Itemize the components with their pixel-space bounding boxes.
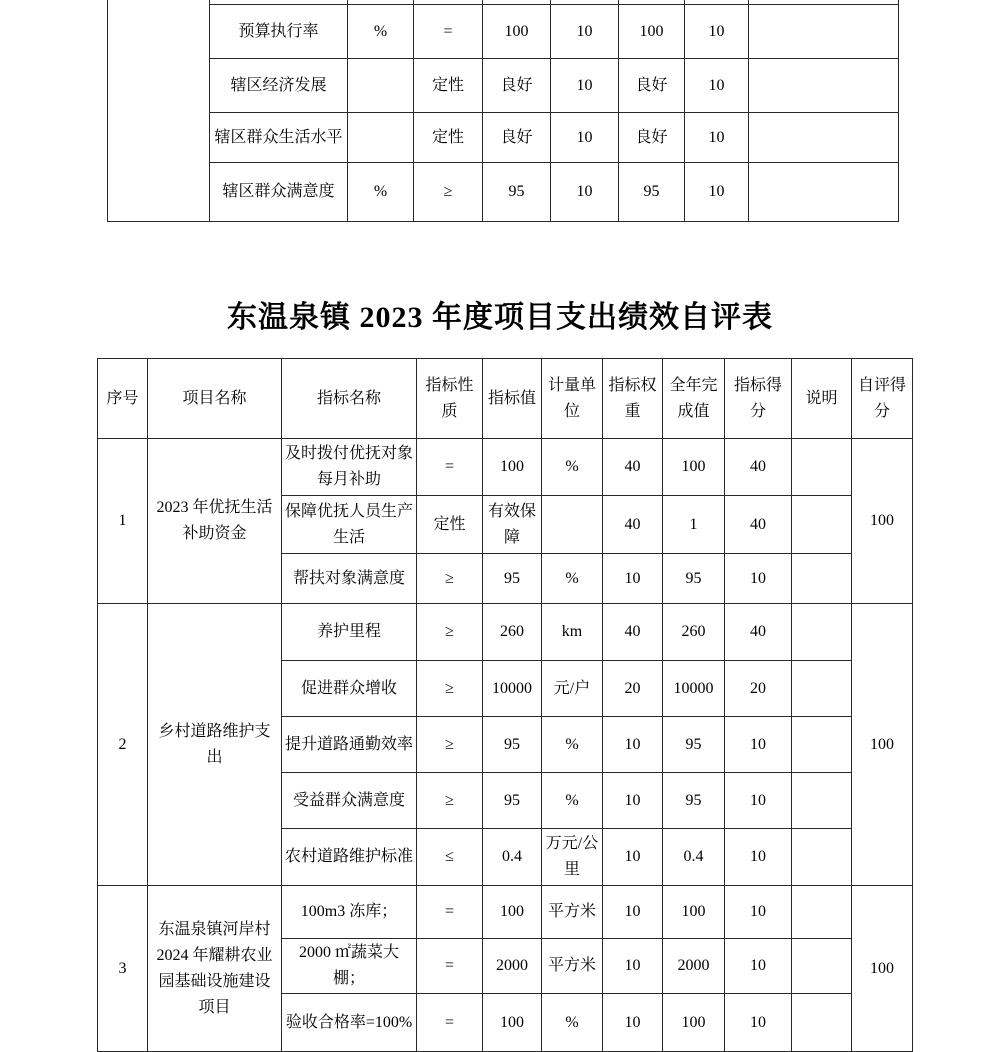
cell-indicator-name: 受益群众满意度 (282, 773, 417, 829)
cell-note (749, 59, 899, 113)
cell-indicator-target: 100 (483, 994, 542, 1052)
cell-indicator-weight: 20 (603, 661, 663, 717)
cell-score: 10 (685, 163, 749, 222)
column-header: 项目名称 (148, 359, 282, 439)
cell-indicator-nature: ≤ (417, 829, 483, 886)
cell-name: 辖区群众生活水平 (210, 113, 348, 163)
cell-actual: 良好 (619, 59, 685, 113)
cell-unit: % (348, 163, 414, 222)
cell-note (749, 113, 899, 163)
cell-indicator-note (792, 773, 852, 829)
cell-indicator-actual: 100 (663, 439, 725, 496)
cell-indicator-weight: 10 (603, 554, 663, 604)
cell-indicator-weight: 10 (603, 886, 663, 939)
cell-indicator-score: 40 (725, 604, 792, 661)
column-header: 自评得分 (852, 359, 913, 439)
cell-indicator-name: 提升道路通勤效率 (282, 717, 417, 773)
cell-actual: 95 (619, 163, 685, 222)
cell-indicator-actual: 10000 (663, 661, 725, 717)
table-row (98, 604, 913, 661)
cell-indicator-nature: 定性 (417, 496, 483, 554)
cell-indicator-nature: ≥ (417, 604, 483, 661)
cell-actual: 良好 (619, 113, 685, 163)
cell-indicator-score: 20 (725, 661, 792, 717)
cell-indicator-weight: 40 (603, 496, 663, 554)
table-row (108, 5, 899, 59)
column-header: 说明 (792, 359, 852, 439)
cell-indicator-name: 农村道路维护标准 (282, 829, 417, 886)
cell-indicator-nature: = (417, 994, 483, 1052)
cell-indicator-actual: 0.4 (663, 829, 725, 886)
cell-indicator-nature: ≥ (417, 717, 483, 773)
cell-unit (348, 59, 414, 113)
cell-weight: 10 (551, 113, 619, 163)
cell-indicator-weight: 10 (603, 829, 663, 886)
cell-indicator-target: 100 (483, 886, 542, 939)
column-header: 指标值 (483, 359, 542, 439)
cell-score: 10 (685, 113, 749, 163)
column-header: 计量单位 (542, 359, 603, 439)
project-expenditure-selfeval-table (97, 358, 913, 1052)
table-row (108, 163, 899, 222)
cell-unit (348, 113, 414, 163)
cell-indicator-actual: 1 (663, 496, 725, 554)
cell-project-name: 2023 年优抚生活补助资金 (148, 439, 282, 604)
cell-indicator-actual: 100 (663, 886, 725, 939)
cell-indicator-name: 保障优抚人员生产生活 (282, 496, 417, 554)
cell-indicator-weight: 40 (603, 604, 663, 661)
cell-self-score: 100 (852, 886, 913, 1052)
cell-indicator-target: 95 (483, 773, 542, 829)
cell-score: 10 (685, 59, 749, 113)
cell-target: 95 (483, 163, 551, 222)
cell-indicator-target: 2000 (483, 939, 542, 994)
table-row (98, 439, 913, 496)
cell-seq: 1 (98, 439, 148, 604)
page-title: 东温泉镇 2023 年度项目支出绩效自评表 (227, 301, 773, 334)
cell-indicator-unit: 万元/公里 (542, 829, 603, 886)
cell-score: 10 (685, 5, 749, 59)
cell-indicator-score: 10 (725, 717, 792, 773)
cell-indicator-note (792, 829, 852, 886)
cell-indicator-unit (542, 496, 603, 554)
cell-indicator-note (792, 886, 852, 939)
cell-indicator-nature: = (417, 939, 483, 994)
cell-indicator-score: 10 (725, 886, 792, 939)
cell-indicator-weight: 10 (603, 994, 663, 1052)
column-header: 全年完成值 (663, 359, 725, 439)
cell-indicator-name: 促进群众增收 (282, 661, 417, 717)
cell-indicator-unit: % (542, 439, 603, 496)
cell-indicator-nature: = (417, 886, 483, 939)
cell-indicator-nature: = (417, 439, 483, 496)
cell-indicator-nature: ≥ (417, 661, 483, 717)
cell-indicator-target: 95 (483, 717, 542, 773)
cell-indicator-name: 100m3 冻库； (282, 886, 417, 939)
cell-weight: 10 (551, 59, 619, 113)
column-header: 指标得分 (725, 359, 792, 439)
cell-indicator-score: 40 (725, 496, 792, 554)
cell-indicator-score: 10 (725, 554, 792, 604)
cell-indicator-name: 验收合格率=100% (282, 994, 417, 1052)
cell-actual: 100 (619, 5, 685, 59)
cell-indicator-note (792, 939, 852, 994)
cell-nature: 定性 (414, 59, 483, 113)
cell-indicator-actual: 95 (663, 773, 725, 829)
cell-indicator-note (792, 604, 852, 661)
cell-indicator-unit: 元/户 (542, 661, 603, 717)
cell-nature: ≥ (414, 163, 483, 222)
cell-indicator-score: 40 (725, 439, 792, 496)
cell-indicator-name: 养护里程 (282, 604, 417, 661)
cell-indicator-note (792, 439, 852, 496)
cell-seq: 2 (98, 604, 148, 886)
cell-unit: % (348, 5, 414, 59)
cell-note (749, 5, 899, 59)
cell-name: 辖区经济发展 (210, 59, 348, 113)
cell-indicator-note (792, 496, 852, 554)
cell-project-name: 乡村道路维护支出 (148, 604, 282, 886)
cell-indicator-unit: 平方米 (542, 886, 603, 939)
cell-note (749, 163, 899, 222)
cell-indicator-nature: ≥ (417, 554, 483, 604)
overall-expenditure-selfeval-table-continued (107, 0, 899, 222)
table-row (108, 113, 899, 163)
cell-seq: 3 (98, 886, 148, 1052)
column-header: 序号 (98, 359, 148, 439)
cell-indicator-target: 260 (483, 604, 542, 661)
cell-indicator-note (792, 994, 852, 1052)
cell-target: 良好 (483, 113, 551, 163)
cell-indicator-unit: % (542, 717, 603, 773)
cell-target: 良好 (483, 59, 551, 113)
cell-indicator-actual: 95 (663, 554, 725, 604)
table-row (98, 886, 913, 939)
merged-category-cell (108, 0, 210, 222)
cell-self-score: 100 (852, 439, 913, 604)
cell-indicator-actual: 100 (663, 994, 725, 1052)
cell-target: 100 (483, 5, 551, 59)
cell-indicator-name: 及时拨付优抚对象每月补助 (282, 439, 417, 496)
cell-indicator-unit: % (542, 554, 603, 604)
cell-indicator-name: 帮扶对象满意度 (282, 554, 417, 604)
cell-indicator-actual: 2000 (663, 939, 725, 994)
cell-indicator-actual: 95 (663, 717, 725, 773)
cell-indicator-score: 10 (725, 829, 792, 886)
cell-indicator-target: 95 (483, 554, 542, 604)
column-header: 指标性质 (417, 359, 483, 439)
cell-indicator-unit: % (542, 773, 603, 829)
cell-indicator-score: 10 (725, 994, 792, 1052)
cell-self-score: 100 (852, 604, 913, 886)
cell-indicator-target: 0.4 (483, 829, 542, 886)
cell-indicator-weight: 40 (603, 439, 663, 496)
cell-weight: 10 (551, 163, 619, 222)
cell-indicator-unit: % (542, 994, 603, 1052)
cell-indicator-score: 10 (725, 939, 792, 994)
cell-name: 辖区群众满意度 (210, 163, 348, 222)
cell-indicator-nature: ≥ (417, 773, 483, 829)
cell-project-name: 东温泉镇河岸村 2024 年耀耕农业园基础设施建设项目 (148, 886, 282, 1052)
cell-indicator-actual: 260 (663, 604, 725, 661)
cell-indicator-weight: 10 (603, 773, 663, 829)
cell-indicator-note (792, 554, 852, 604)
cell-indicator-name: 2000 ㎡蔬菜大棚； (282, 939, 417, 994)
cell-name: 预算执行率 (210, 5, 348, 59)
cell-indicator-target: 10000 (483, 661, 542, 717)
cell-indicator-unit: 平方米 (542, 939, 603, 994)
column-header: 指标名称 (282, 359, 417, 439)
cell-weight: 10 (551, 5, 619, 59)
column-header: 指标权重 (603, 359, 663, 439)
cell-indicator-weight: 10 (603, 717, 663, 773)
cell-nature: 定性 (414, 113, 483, 163)
cell-indicator-unit: km (542, 604, 603, 661)
cell-indicator-note (792, 661, 852, 717)
cell-nature: = (414, 5, 483, 59)
cell-indicator-target: 100 (483, 439, 542, 496)
cell-indicator-target: 有效保障 (483, 496, 542, 554)
header-row (98, 359, 913, 439)
cell-indicator-note (792, 717, 852, 773)
cell-indicator-score: 10 (725, 773, 792, 829)
cell-indicator-weight: 10 (603, 939, 663, 994)
table-row (108, 59, 899, 113)
